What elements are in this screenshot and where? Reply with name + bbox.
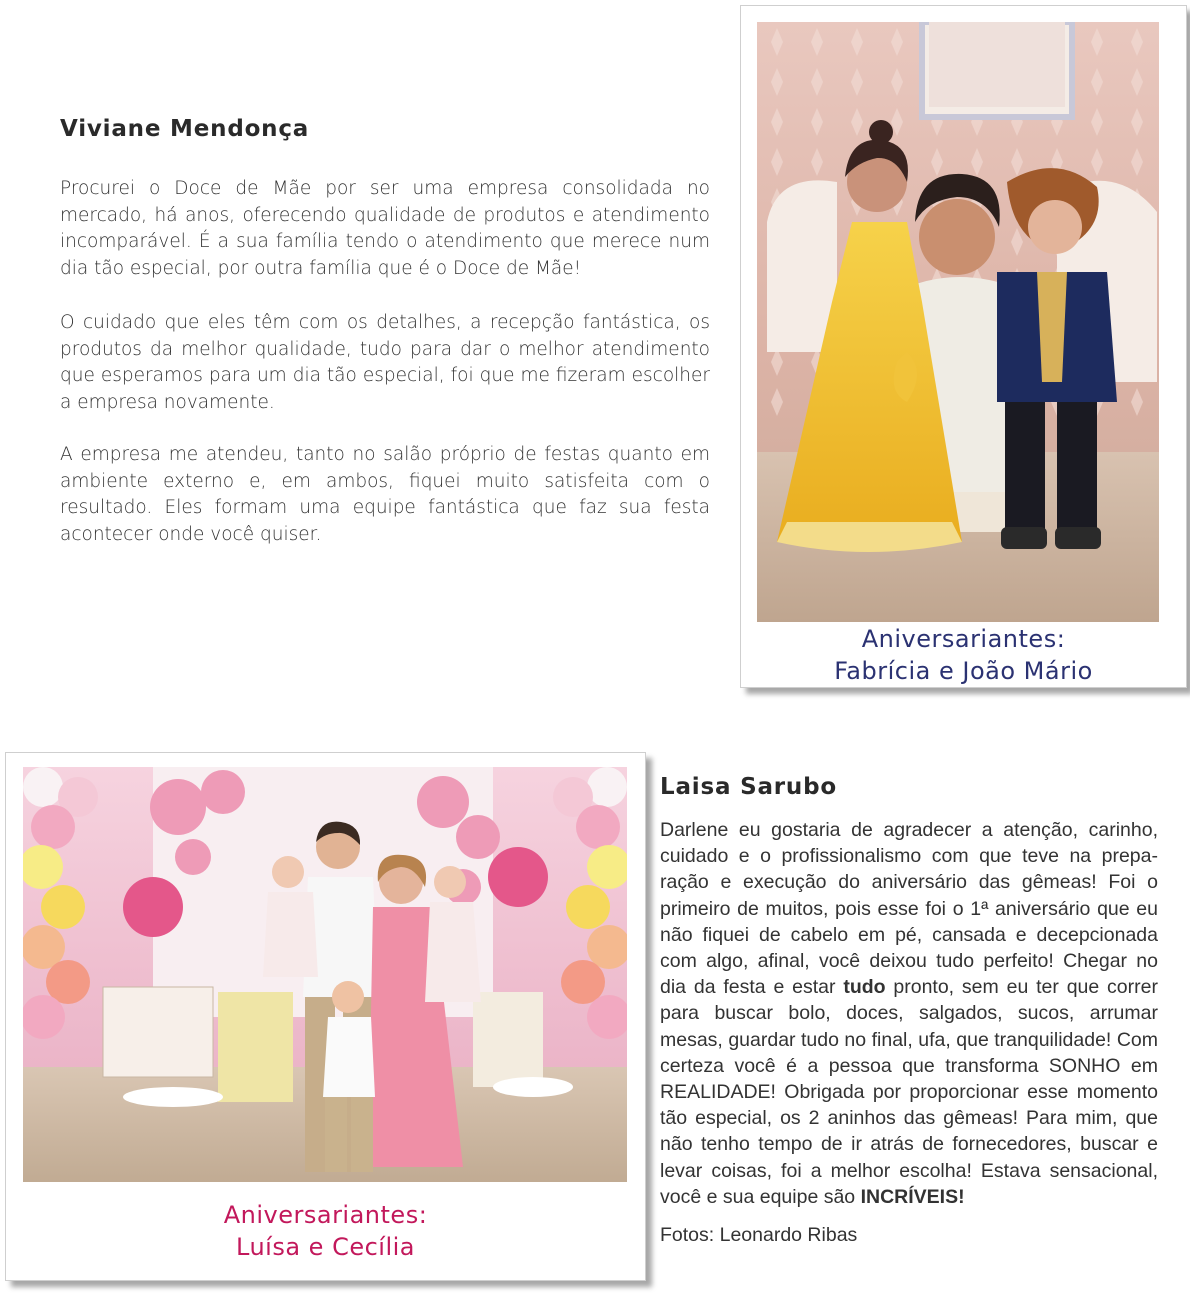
testimonial-paragraph: A empresa me atendeu, tanto no salão próprio de festas quanto em ambiente externo e, em ambos, fiquei muito satisfeita com o resultado. Eles formam uma equipe fantástica que faz sua festa acontecer onde você quiser. xyxy=(60,444,710,545)
testimonial-paragraph: O cuidado que eles têm com os detalhes, a recepção fantástica, os produtos da melhor qualidade, tudo para dar o melhor atendimento que esperamos para um dia tão especial, foi que me fizeram escolher a empresa novamente. xyxy=(60,312,710,413)
testimonial-text: pronto, sem eu ter que correr para buscar bolo, doces, salgados, sucos, arrumar mesas, guardar tudo no final, ufa, que tranquilidade! Com certeza você é a pessoa que transforma SONHO em REALIDADE! Obrigada por proporcionar esse momento tão especial, os 2 aninhos das gêmeas! Para mim, que não tenho tempo de ir atrás de fornecedores, buscar e levar coisas, foi a melhor escolha! Estava sensacional, você e sua equipe são xyxy=(660,976,1158,1208)
testimonial-paragraph: Procurei o Doce de Mãe por ser uma empresa consolidada no mercado, há anos, oferecendo qualidade de produtos e atendimento incomparável. É a sua família tendo o atendimento que merece num dia tão especial, por outra família que é o Doce de Mãe! xyxy=(60,178,710,279)
party-photo xyxy=(23,767,627,1182)
photo-credit: Fotos: Leonardo Ribas xyxy=(660,1224,858,1246)
caption-line: Aniversariantes: xyxy=(223,1201,428,1229)
testimonial-emphasis: tudo xyxy=(843,976,886,999)
testimonial-text: Darlene eu gostaria de agradecer a atenção, carinho, cuidado e o profissionalismo com que teve na preparação e execução do aniversário das gêmeas! Foi o primeiro de muitos, pois esse foi o 1ª aniversário que eu não fiquei de cabelo em pé, cansada e decepcionada com algo, afinal, você deixou tudo perfeito! Chegar no dia da festa e estar xyxy=(660,819,1158,999)
caption-line: Aniversariantes: xyxy=(861,625,1066,653)
testimonial-author-name: Viviane Mendonça xyxy=(60,116,310,142)
caption-line: Fabrícia e João Mário xyxy=(834,657,1093,685)
testimonial-author-name: Laisa Sarubo xyxy=(660,774,837,800)
testimonial-paragraph xyxy=(660,817,1158,1210)
caption-line: Luísa e Cecília xyxy=(236,1233,415,1261)
testimonial-emphasis: INCRÍVEIS! xyxy=(860,1185,965,1208)
party-photo xyxy=(757,22,1159,622)
photo-card xyxy=(740,5,1187,688)
photo-card xyxy=(5,752,646,1281)
photo-caption xyxy=(6,1199,645,1263)
photo-caption xyxy=(741,623,1186,687)
